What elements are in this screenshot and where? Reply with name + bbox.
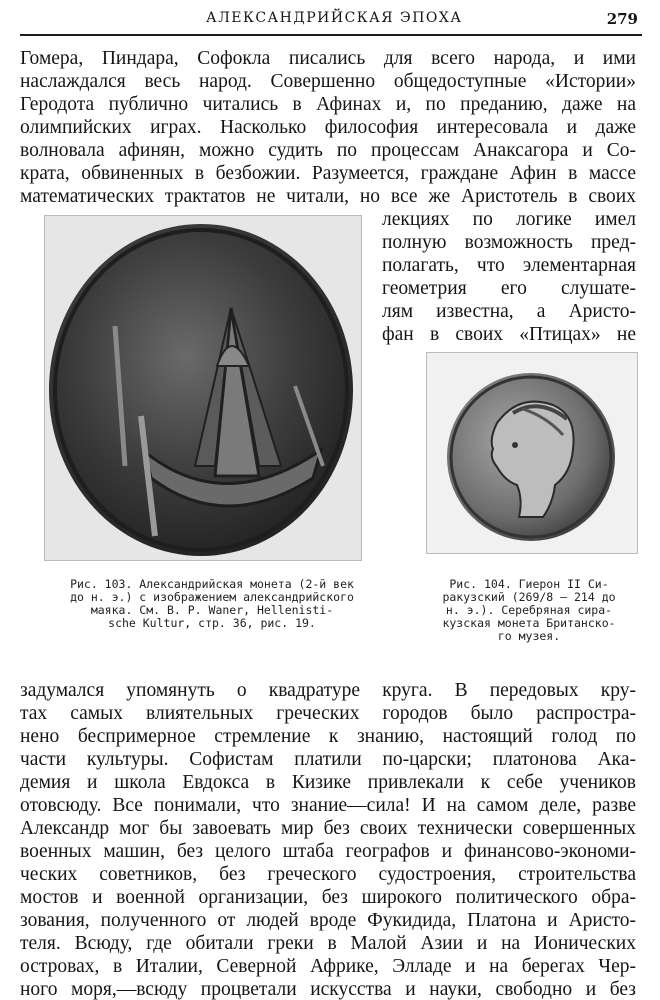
caption-line: маяка. См. В. Р. Waner, Hellenisti- [90,603,334,617]
text-line: зования, полученного от людей вроде Фукидида, Платона и Аристо- [20,910,636,931]
caption-line: н. э.). Серебряная сира- [445,603,613,617]
text-line: математических трактатов не читали, но все же Аристотель в своих [20,186,636,207]
caption-line: sche Kultur, стр. 36, рис. 19. [108,616,316,630]
text-line: задумался упомянуть о квадратуре круга. В передовых кру- [20,680,636,701]
text-line: Геродота публично читались в Афинах и, по преданию, даже на [20,94,636,115]
text-line: ческих советников, без греческого судостроения, строительства [20,864,636,885]
text-line: теля. Всюду, где обитали греки в Малой Азии и на Ионических [20,933,636,954]
text-line: демия и школа Евдокса в Кизике привлекали к себе учеников [20,772,636,793]
text-line: Александр мог бы завоевать мир без своих технически совершенных [20,818,636,839]
running-head: АЛЕКСАНДРИЙСКАЯ ЭПОХА [206,10,463,26]
text-line: олимпийских играх. Насколько философия интересовала и даже [20,117,636,138]
page-header [0,0,660,40]
caption-line: ракузский (269/8 — 214 до [442,590,616,604]
figure-104-image [426,352,638,554]
text-line: отовсюду. Все понимали, что знание—сила! И на самом деле, разве [20,795,636,816]
hiero-coin-image [427,353,637,553]
text-line: Гомера, Пиндара, Софокла писались для всего народа, и ими [20,48,636,69]
caption-line: Рис. 103. Александрийская монета (2-й век [70,577,354,591]
text-line: волновала афинян, можно судить по процессам Анаксагора и Со- [20,140,636,161]
caption-line: го музея. [497,629,561,643]
figure-103-caption [52,578,372,630]
text-line: нено беспримерное стремление к знанию, настоящий голод по [20,726,636,747]
page-number: 279 [606,10,638,28]
caption-line: Рис. 104. Гиерон II Си- [449,577,609,591]
figure-103-image [44,215,362,561]
text-line: военных машин, без целого штаба географов и финансово-экономи- [20,841,636,862]
text-line: наслаждался весь народ. Совершенно общедоступные «Истории» [20,71,636,92]
text-line: крата, обвиненных в безбожии. Разумеется, граждане Афин в массе [20,163,636,184]
header-rule [20,34,642,36]
text-line: полагать, что элементарная [382,255,636,276]
text-line: тах самых влиятельных греческих городов было распростра- [20,703,636,724]
text-line: геометрия его слушате- [382,278,636,299]
text-line: части культуры. Софистам платили по-царски; платонова Ака- [20,749,636,770]
text-line: ного моря,—всюду процветали искусства и науки, свободно и без [20,979,636,1000]
caption-line: кузская монета Британско- [442,616,616,630]
text-line: лям известна, а Аристо- [382,301,636,322]
text-line: фан в своих «Птицах» не [382,324,636,345]
caption-line: до н. э.) с изображением александрийского [70,590,354,604]
figure-104-caption [418,578,640,643]
alexandrian-coin-lighthouse-image [45,216,361,560]
text-line: полную возможность пред- [382,232,636,253]
text-line: островах, в Италии, Северной Африке, Элладе и на берегах Чер- [20,956,636,977]
text-line: лекциях по логике имел [382,209,636,230]
text-line: мостов и военной организации, без широкого политического обра- [20,887,636,908]
